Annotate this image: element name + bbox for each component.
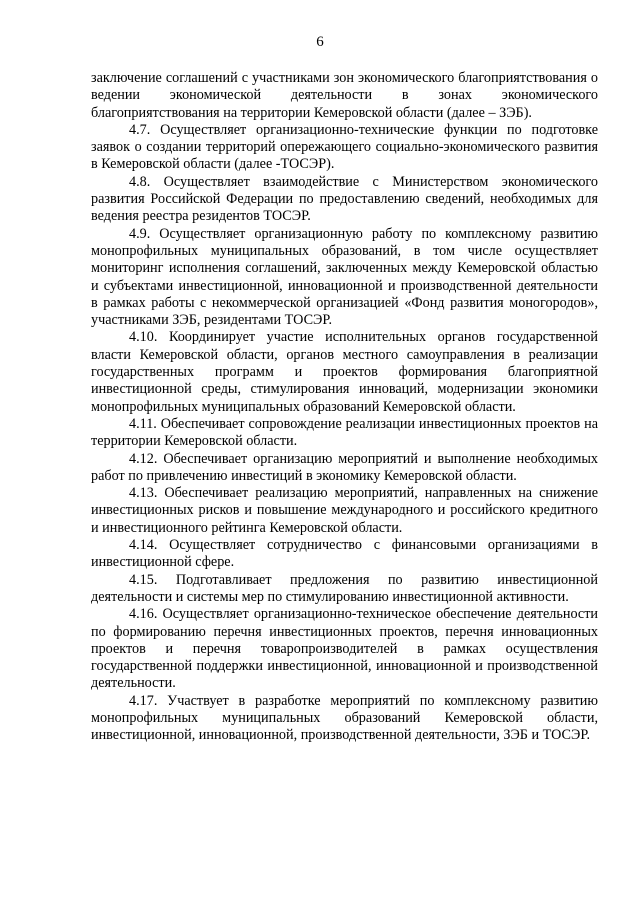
page-number: 6 xyxy=(316,34,324,50)
paragraph-4-12: 4.12. Обеспечивает организацию мероприятий и выполнение необходимых работ по привлечению инвестиций в экономику Кемеровской области. xyxy=(91,450,598,484)
paragraph-4-15: 4.15. Подготавливает предложения по развитию инвестиционной деятельности и системы мер по стимулированию инвестиционной активности. xyxy=(91,571,598,605)
paragraph-4-14: 4.14. Осуществляет сотрудничество с финансовыми организациями в инвестиционной сфере. xyxy=(91,537,598,571)
paragraph-4-10: 4.10. Координирует участие исполнительных органов государственной власти Кемеровской области, органов местного самоуправления в реализации государственных программ и проектов формирования благоприятной инвестиционной среды, стимулирования инноваций, модернизации экономики монопрофильных муниципальных образований Кемеровской области. xyxy=(91,329,598,415)
paragraph-4-11: 4.11. Обеспечивает сопровождение реализации инвестиционных проектов на территории Кемеровской области. xyxy=(91,415,598,450)
paragraph-4-7: 4.7. Осуществляет организационно-технические функции по подготовке заявок о создании территорий опережающего социально-экономического развития в Кемеровской области (далее -ТОСЭР). xyxy=(91,121,598,173)
paragraph-4-9: 4.9. Осуществляет организационную работу по комплексному развитию монопрофильных муниципальных образований, в том числе осуществляет мониторинг исполнения соглашений, заключенных между Кемеровской областью и субъектами инвестиционной, инновационной и производственной деятельности в рамках работы с некоммерческой организацией «Фонд развития моногородов», участниками ЗЭБ, резидентами ТОСЭР. xyxy=(91,225,598,329)
paragraph-4-8: 4.8. Осуществляет взаимодействие с Министерством экономического развития Российской Федерации по предоставлению сведений, необходимых для ведения реестра резидентов ТОСЭР. xyxy=(91,173,598,225)
paragraph-4-17: 4.17. Участвует в разработке мероприятий по комплексному развитию монопрофильных муниципальных образований Кемеровской области, инвестиционной, инновационной, производственной деятельности, ЗЭБ и ТОСЭР. xyxy=(91,692,598,744)
paragraph-4-16: 4.16. Осуществляет организационно-техническое обеспечение деятельности по формированию перечня инвестиционных проектов, перечня инновационных проектов и перечня товаропроизводителей в рамках осуществления государственной поддержки инвестиционной, инновационной и производственной деятельности. xyxy=(91,606,598,692)
document-body xyxy=(91,70,598,745)
paragraph-continuation: заключение соглашений с участниками зон экономического благоприятствования о ведении экономической деятельности в зонах экономического благоприятствования на территории Кемеровской области (далее – ЗЭБ). xyxy=(91,70,598,121)
paragraph-4-13: 4.13. Обеспечивает реализацию мероприятий, направленных на снижение инвестиционных рисков и повышение международного и российского кредитного и инвестиционного рейтинга Кемеровской области. xyxy=(91,485,598,536)
